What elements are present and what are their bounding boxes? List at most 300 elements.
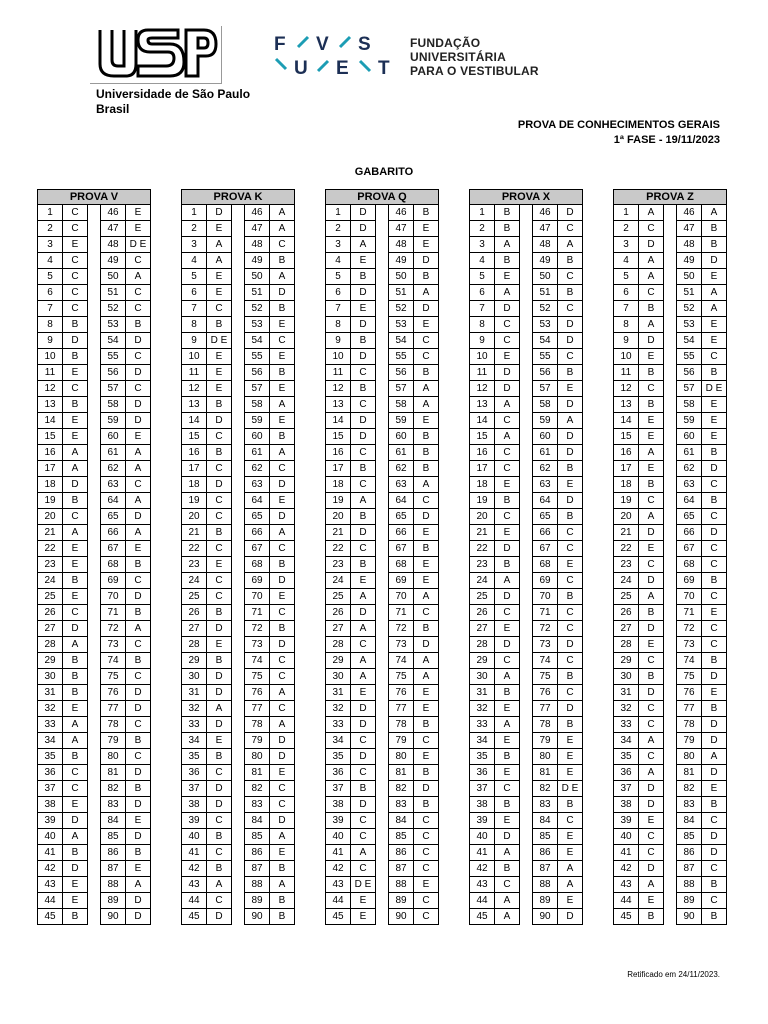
answer-cell: C: [351, 861, 376, 877]
answer-cell: E: [558, 733, 583, 749]
question-number: 37: [326, 781, 351, 797]
answer-cell: C: [702, 477, 727, 493]
question-number: 75: [101, 669, 126, 685]
question-number: 40: [38, 829, 63, 845]
table-row: [182, 477, 295, 493]
answer-cell: E: [558, 749, 583, 765]
table-row: [470, 893, 583, 909]
question-number: 40: [326, 829, 351, 845]
question-number: 11: [470, 365, 495, 381]
gap: [88, 269, 101, 285]
answer-cell: A: [63, 461, 88, 477]
gap: [376, 285, 389, 301]
question-number: 28: [470, 637, 495, 653]
answer-cell: C: [414, 845, 439, 861]
question-number: 54: [533, 333, 558, 349]
answer-cell: E: [702, 333, 727, 349]
answer-cell: D: [495, 541, 520, 557]
question-number: 71: [245, 605, 270, 621]
table-row: [326, 269, 439, 285]
answer-cell: A: [558, 413, 583, 429]
answer-cell: E: [351, 573, 376, 589]
question-number: 13: [182, 397, 207, 413]
table-row: [38, 733, 151, 749]
answer-cell: E: [63, 365, 88, 381]
question-number: 83: [677, 797, 702, 813]
answer-cell: A: [414, 397, 439, 413]
gap: [520, 381, 533, 397]
question-number: 85: [677, 829, 702, 845]
table-row: [326, 317, 439, 333]
gap: [520, 717, 533, 733]
question-number: 45: [38, 909, 63, 925]
gabarito-title: GABARITO: [354, 166, 414, 178]
answer-cell: C: [270, 653, 295, 669]
question-number: 36: [470, 765, 495, 781]
table-row: [38, 749, 151, 765]
gap: [520, 301, 533, 317]
answer-cell: C: [414, 493, 439, 509]
question-number: 28: [38, 637, 63, 653]
answer-cell: D: [639, 861, 664, 877]
fuvest-letter: V: [316, 34, 329, 55]
gap: [88, 365, 101, 381]
question-number: 29: [326, 653, 351, 669]
gap: [88, 509, 101, 525]
table-row: [38, 413, 151, 429]
answer-cell: D: [495, 381, 520, 397]
answer-cell: C: [558, 269, 583, 285]
answer-cell: B: [414, 717, 439, 733]
question-number: 23: [470, 557, 495, 573]
table-row: [182, 685, 295, 701]
answer-cell: E: [414, 877, 439, 893]
gap: [376, 461, 389, 477]
table-row: [326, 765, 439, 781]
question-number: 50: [677, 269, 702, 285]
question-number: 64: [533, 493, 558, 509]
question-number: 1: [470, 205, 495, 221]
table-row: [38, 717, 151, 733]
answer-cell: B: [63, 317, 88, 333]
answer-cell: C: [495, 877, 520, 893]
table-row: [614, 349, 727, 365]
gap: [376, 301, 389, 317]
question-number: 25: [182, 589, 207, 605]
answer-cell: C: [414, 349, 439, 365]
answer-cell: B: [414, 445, 439, 461]
question-number: 8: [326, 317, 351, 333]
question-number: 80: [533, 749, 558, 765]
exam-info: [518, 118, 720, 148]
table-row: [38, 909, 151, 925]
answer-cell: E: [558, 893, 583, 909]
answer-cell: C: [270, 461, 295, 477]
table-row: [182, 813, 295, 829]
fuvest-line: PARA O VESTIBULAR: [410, 64, 539, 78]
answer-cell: B: [351, 781, 376, 797]
question-number: 79: [389, 733, 414, 749]
table-row: [614, 237, 727, 253]
answer-cell: D E: [702, 381, 727, 397]
answer-cell: E: [414, 413, 439, 429]
answer-cell: D: [63, 333, 88, 349]
answer-cell: C: [207, 845, 232, 861]
question-number: 49: [245, 253, 270, 269]
gap: [376, 429, 389, 445]
gap: [664, 477, 677, 493]
table-row: [38, 845, 151, 861]
gap: [232, 573, 245, 589]
table-row: [326, 237, 439, 253]
table-row: [614, 749, 727, 765]
question-number: 88: [677, 877, 702, 893]
table-row: [614, 733, 727, 749]
answer-cell: E: [702, 429, 727, 445]
table-row: [614, 781, 727, 797]
question-number: 89: [101, 893, 126, 909]
answer-cell: C: [495, 509, 520, 525]
question-number: 56: [389, 365, 414, 381]
gap: [520, 349, 533, 365]
answer-cell: C: [270, 669, 295, 685]
question-number: 69: [677, 573, 702, 589]
table-row: [326, 829, 439, 845]
question-number: 35: [182, 749, 207, 765]
question-number: 33: [326, 717, 351, 733]
table-row: [326, 413, 439, 429]
table-row: [38, 477, 151, 493]
table-row: [38, 269, 151, 285]
answer-cell: C: [702, 621, 727, 637]
answer-cell: B: [495, 205, 520, 221]
answer-cell: C: [207, 461, 232, 477]
gap: [664, 285, 677, 301]
gap: [520, 525, 533, 541]
table-row: [326, 893, 439, 909]
question-number: 77: [677, 701, 702, 717]
question-number: 74: [677, 653, 702, 669]
question-number: 31: [614, 685, 639, 701]
gap: [232, 605, 245, 621]
question-number: 73: [101, 637, 126, 653]
question-number: 11: [614, 365, 639, 381]
gap: [232, 525, 245, 541]
question-number: 3: [326, 237, 351, 253]
table-row: [470, 653, 583, 669]
table-row: [182, 845, 295, 861]
answer-cell: B: [414, 621, 439, 637]
question-number: 2: [470, 221, 495, 237]
question-number: 37: [182, 781, 207, 797]
answer-cell: D: [63, 477, 88, 493]
question-number: 14: [38, 413, 63, 429]
gap: [664, 365, 677, 381]
question-number: 34: [614, 733, 639, 749]
answer-cell: E: [270, 493, 295, 509]
gap: [232, 317, 245, 333]
table-row: [470, 861, 583, 877]
table-row: [182, 861, 295, 877]
question-number: 30: [326, 669, 351, 685]
table-row: [326, 445, 439, 461]
table-row: [470, 589, 583, 605]
answer-cell: A: [126, 493, 151, 509]
question-number: 41: [182, 845, 207, 861]
question-number: 85: [245, 829, 270, 845]
table-row: [470, 797, 583, 813]
answer-cell: C: [558, 621, 583, 637]
question-number: 88: [101, 877, 126, 893]
answer-cell: B: [558, 253, 583, 269]
answer-cell: D: [414, 301, 439, 317]
table-row: [614, 221, 727, 237]
question-number: 15: [326, 429, 351, 445]
question-number: 64: [389, 493, 414, 509]
answer-cell: A: [495, 909, 520, 925]
gap: [664, 765, 677, 781]
answer-cell: A: [63, 733, 88, 749]
question-number: 14: [182, 413, 207, 429]
answer-cell: D: [639, 621, 664, 637]
question-number: 29: [182, 653, 207, 669]
answer-cell: E: [414, 525, 439, 541]
question-number: 20: [182, 509, 207, 525]
gap: [376, 269, 389, 285]
answer-cell: D: [270, 573, 295, 589]
answer-cell: D: [639, 573, 664, 589]
answer-cell: C: [639, 285, 664, 301]
answer-cell: D: [351, 285, 376, 301]
question-number: 43: [326, 877, 351, 893]
answer-cell: A: [414, 669, 439, 685]
answer-cell: E: [207, 221, 232, 237]
answer-cell: C: [270, 333, 295, 349]
fuvest-letter: U: [294, 58, 308, 79]
table-row: [470, 381, 583, 397]
question-number: 74: [389, 653, 414, 669]
answer-cell: C: [639, 829, 664, 845]
question-number: 17: [182, 461, 207, 477]
answer-cell: B: [270, 429, 295, 445]
question-number: 58: [677, 397, 702, 413]
question-number: 79: [101, 733, 126, 749]
question-number: 41: [614, 845, 639, 861]
question-number: 89: [533, 893, 558, 909]
question-number: 8: [38, 317, 63, 333]
question-number: 46: [245, 205, 270, 221]
answer-cell: B: [702, 797, 727, 813]
table-row: [38, 509, 151, 525]
question-number: 14: [326, 413, 351, 429]
table-row: [182, 349, 295, 365]
question-number: 75: [677, 669, 702, 685]
question-number: 5: [182, 269, 207, 285]
answer-cell: C: [495, 445, 520, 461]
answer-cell: D: [270, 733, 295, 749]
answer-cell: B: [639, 365, 664, 381]
gap: [664, 397, 677, 413]
question-number: 56: [101, 365, 126, 381]
answer-table: [613, 189, 727, 925]
question-number: 26: [326, 605, 351, 621]
question-number: 52: [533, 301, 558, 317]
answer-cell: D: [414, 637, 439, 653]
answer-cell: B: [126, 781, 151, 797]
answer-cell: D: [558, 333, 583, 349]
question-number: 88: [245, 877, 270, 893]
question-number: 72: [101, 621, 126, 637]
question-number: 5: [38, 269, 63, 285]
answer-cell: B: [558, 285, 583, 301]
gap: [376, 653, 389, 669]
answer-cell: D: [126, 829, 151, 845]
answer-cell: C: [351, 477, 376, 493]
question-number: 80: [389, 749, 414, 765]
answer-cell: D: [270, 509, 295, 525]
question-number: 45: [614, 909, 639, 925]
gap: [376, 765, 389, 781]
gap: [232, 461, 245, 477]
gap: [232, 797, 245, 813]
question-number: 37: [470, 781, 495, 797]
answer-cell: E: [126, 221, 151, 237]
question-number: 85: [101, 829, 126, 845]
answer-cell: E: [495, 349, 520, 365]
answer-cell: E: [639, 637, 664, 653]
answer-cell: A: [414, 477, 439, 493]
answer-cell: A: [495, 845, 520, 861]
gap: [520, 429, 533, 445]
answer-cell: A: [270, 685, 295, 701]
answer-cell: C: [558, 813, 583, 829]
question-number: 73: [389, 637, 414, 653]
question-number: 48: [245, 237, 270, 253]
answer-cell: A: [495, 893, 520, 909]
answer-cell: B: [126, 733, 151, 749]
gap: [232, 365, 245, 381]
question-number: 42: [182, 861, 207, 877]
answer-cell: A: [351, 493, 376, 509]
answer-cell: B: [702, 237, 727, 253]
gap: [520, 781, 533, 797]
answer-table: [181, 189, 295, 925]
answer-cell: A: [639, 269, 664, 285]
answer-cell: A: [207, 237, 232, 253]
gap: [232, 269, 245, 285]
question-number: 2: [326, 221, 351, 237]
answer-cell: C: [495, 605, 520, 621]
answer-cell: E: [495, 525, 520, 541]
answer-cell: A: [63, 445, 88, 461]
question-number: 81: [389, 765, 414, 781]
answer-cell: A: [702, 301, 727, 317]
answer-cell: E: [414, 317, 439, 333]
question-number: 70: [245, 589, 270, 605]
answer-cell: D: [126, 701, 151, 717]
table-row: [614, 509, 727, 525]
table-row: [38, 381, 151, 397]
question-number: 31: [38, 685, 63, 701]
question-number: 75: [533, 669, 558, 685]
table-row: [38, 653, 151, 669]
table-row: [614, 525, 727, 541]
question-number: 57: [101, 381, 126, 397]
question-number: 79: [677, 733, 702, 749]
answer-cell: E: [702, 269, 727, 285]
question-number: 68: [245, 557, 270, 573]
gap: [232, 541, 245, 557]
table-row: [182, 653, 295, 669]
question-number: 70: [677, 589, 702, 605]
answer-cell: E: [63, 413, 88, 429]
question-number: 9: [182, 333, 207, 349]
table-title: PROVA K: [182, 190, 295, 205]
gap: [520, 893, 533, 909]
answer-cell: A: [414, 653, 439, 669]
question-number: 6: [38, 285, 63, 301]
table-row: [470, 237, 583, 253]
answer-cell: D: [126, 397, 151, 413]
question-number: 57: [389, 381, 414, 397]
question-number: 36: [614, 765, 639, 781]
question-number: 30: [470, 669, 495, 685]
table-row: [326, 205, 439, 221]
question-number: 31: [470, 685, 495, 701]
question-number: 59: [245, 413, 270, 429]
exam-title: PROVA DE CONHECIMENTOS GERAIS: [517, 119, 720, 131]
question-number: 31: [182, 685, 207, 701]
question-number: 33: [38, 717, 63, 733]
gap: [520, 509, 533, 525]
table-row: [470, 685, 583, 701]
question-number: 70: [101, 589, 126, 605]
answer-cell: D: [63, 861, 88, 877]
answer-cell: A: [495, 285, 520, 301]
question-number: 59: [101, 413, 126, 429]
table-row: [614, 797, 727, 813]
question-number: 63: [101, 477, 126, 493]
answer-cell: A: [702, 205, 727, 221]
gap: [232, 381, 245, 397]
answer-cell: C: [639, 221, 664, 237]
table-row: [326, 813, 439, 829]
answer-cell: C: [351, 445, 376, 461]
question-number: 47: [245, 221, 270, 237]
question-number: 86: [677, 845, 702, 861]
gap: [376, 717, 389, 733]
table-row: [326, 733, 439, 749]
question-number: 36: [326, 765, 351, 781]
answer-cell: E: [207, 349, 232, 365]
gap: [88, 525, 101, 541]
answer-cell: B: [639, 477, 664, 493]
gap: [88, 765, 101, 781]
answer-cell: D: [351, 701, 376, 717]
gap: [520, 445, 533, 461]
gap: [376, 237, 389, 253]
answer-cell: A: [270, 829, 295, 845]
answer-cell: A: [495, 397, 520, 413]
table-row: [326, 525, 439, 541]
table-row: [470, 349, 583, 365]
answer-cell: E: [270, 381, 295, 397]
table-row: [614, 381, 727, 397]
answer-cell: B: [495, 221, 520, 237]
question-number: 56: [533, 365, 558, 381]
table-row: [470, 429, 583, 445]
answer-cell: E: [63, 541, 88, 557]
